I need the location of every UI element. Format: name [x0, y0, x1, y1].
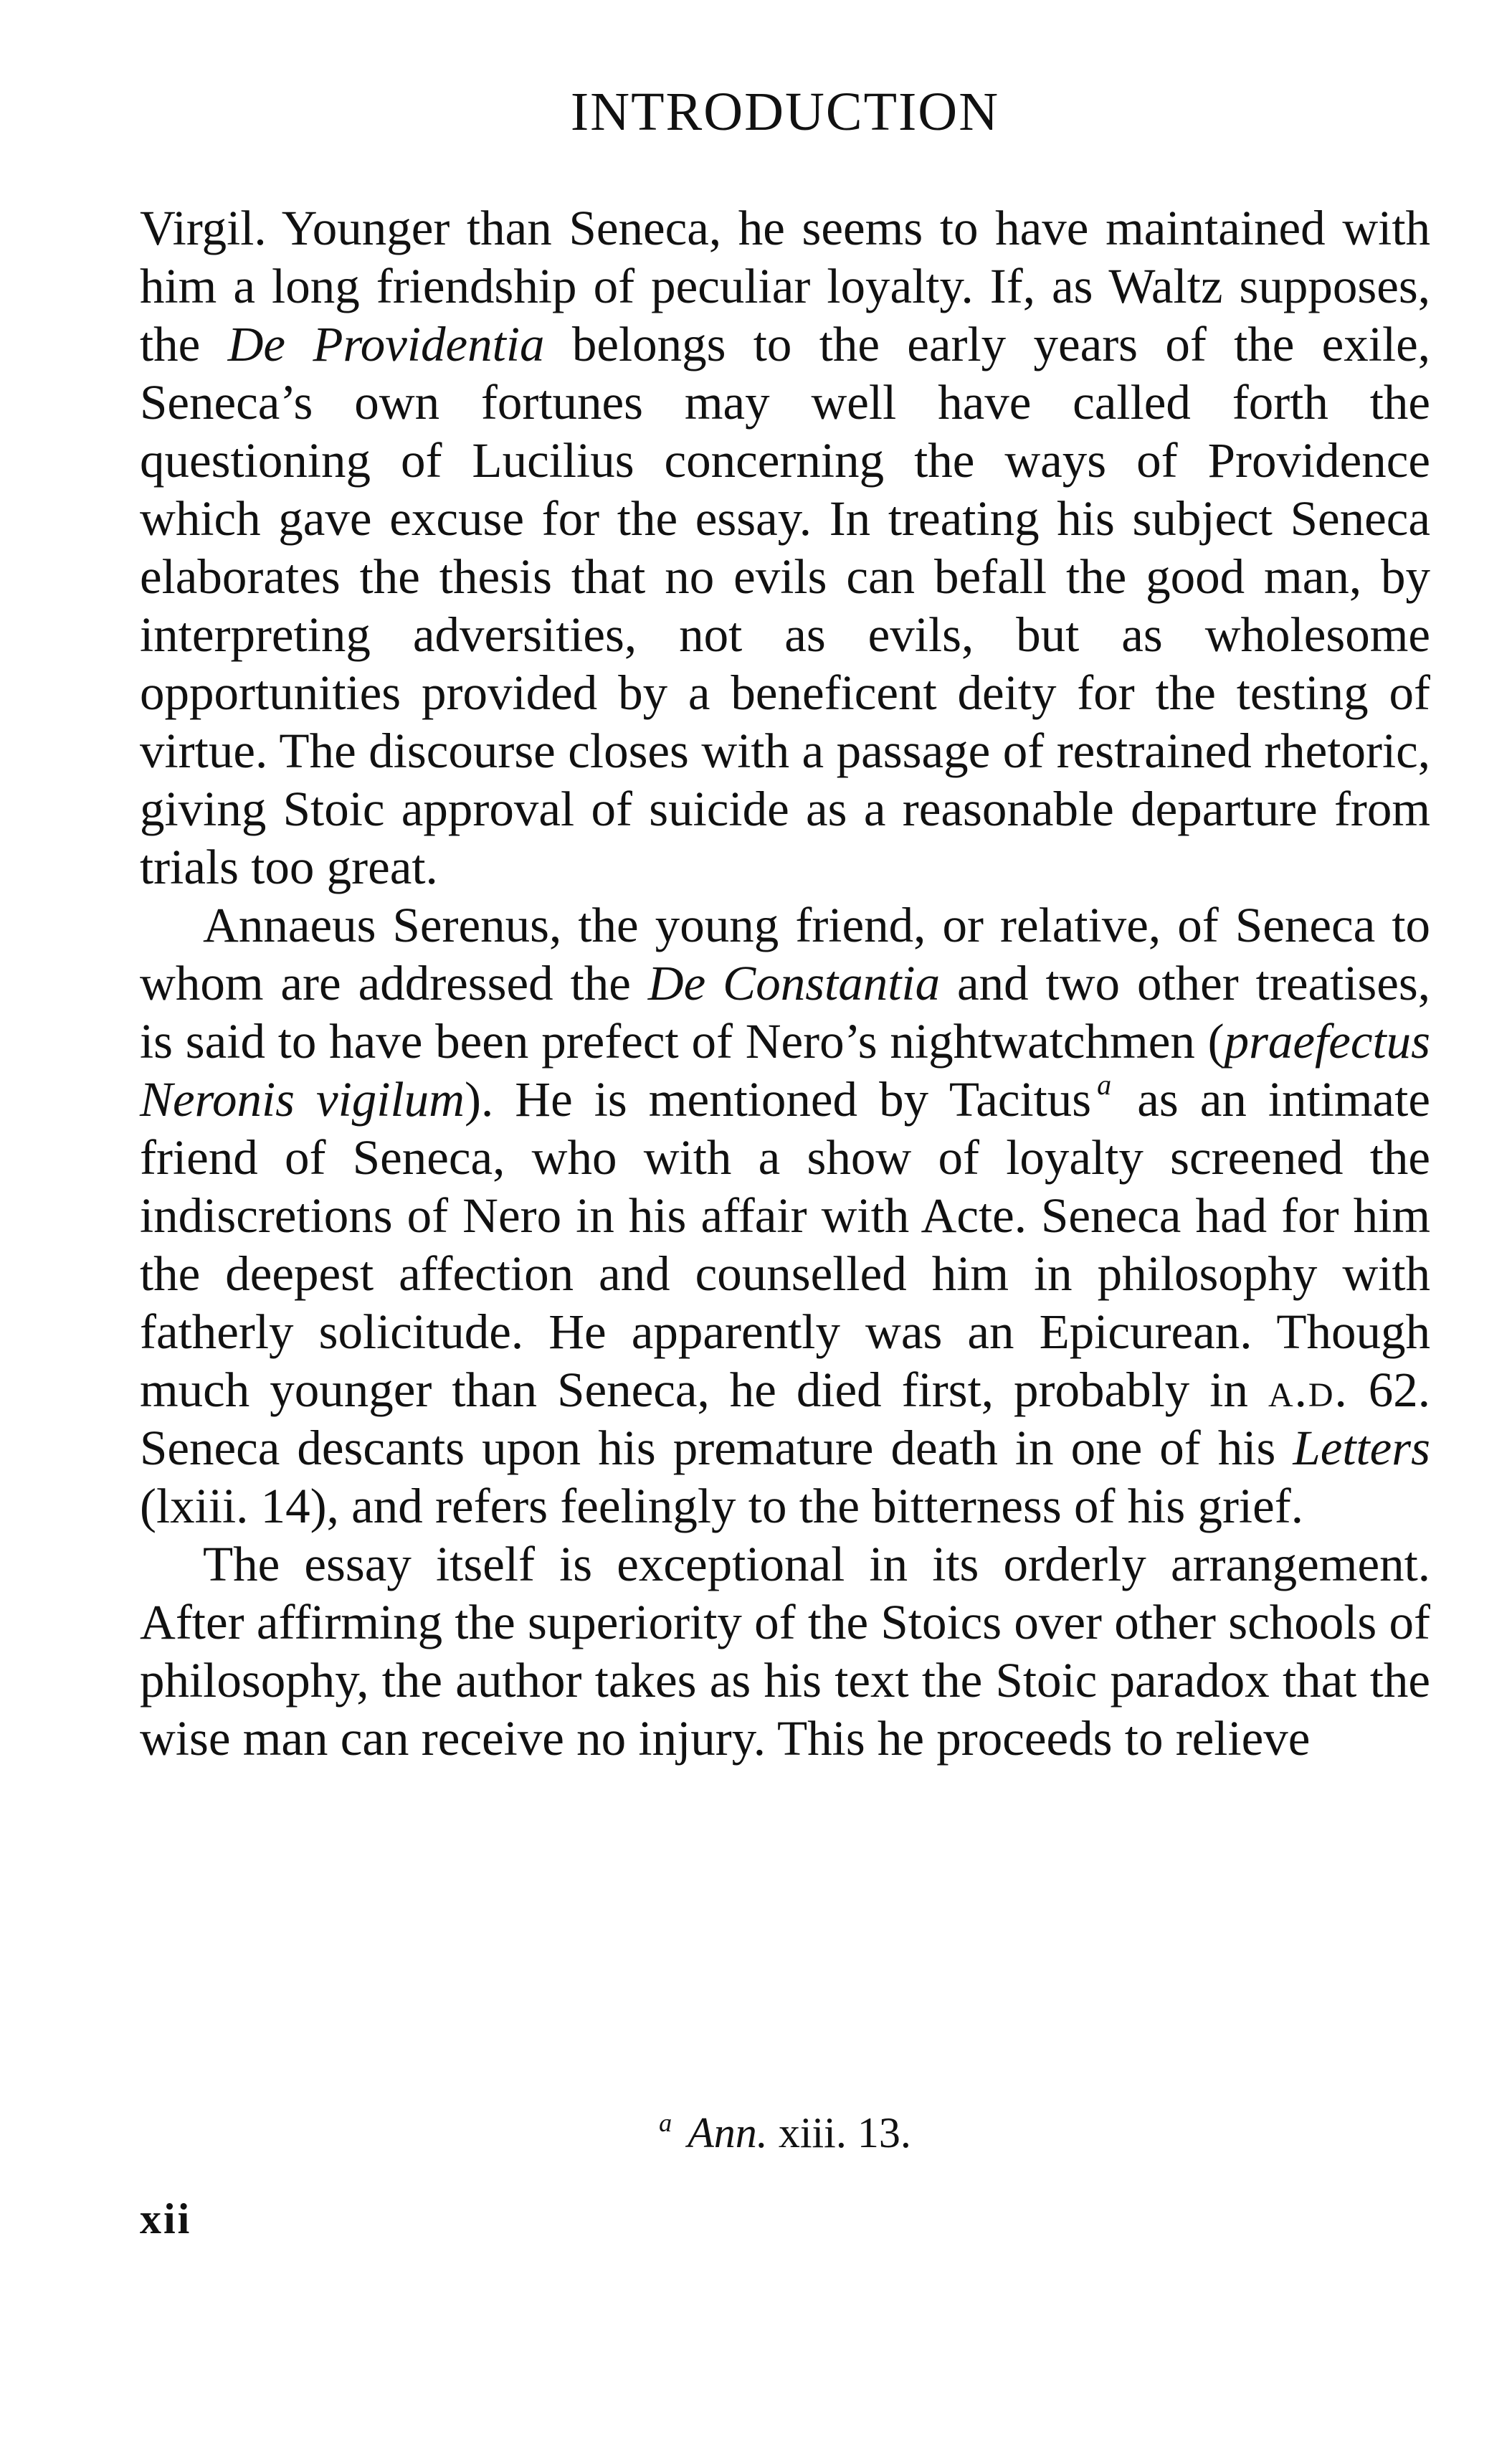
page-number: xii [140, 2195, 192, 2243]
p1-text-a: Virgil. Younger than Seneca, he seems to have maintained with him a long friendship of peculiar loyalty. If, as Waltz supposes, the [140, 201, 1430, 371]
p2-text-a: Annaeus Serenus, the young friend, or relative, of Seneca to whom are addressed the [140, 898, 1430, 1010]
p2-title-letters: Letters [1293, 1421, 1430, 1475]
p2-text-c: ). He is mentioned by Tacitus [464, 1072, 1092, 1127]
footnote-work: Ann. [688, 2109, 768, 2156]
p2-title-de-constantia: De Constantia [647, 956, 941, 1010]
p1-text-b: belongs to the early years of the exile, Seneca’s own fortunes may well have called forth the questioning of Lucilius concerning the ways of Providence which gave excuse for the essay. In treating his subject Seneca elaborates the thesis that no evils can befall the good man, by interpreting adversities, not as evils, but as wholesome opportunities provided by a beneficent deity for the testing of virtue. The discourse closes with a passage of restrained rhetoric, giving Stoic approval of suicide as a reasonable departure from trials too great. [140, 317, 1430, 894]
p2-text-e: 62. Seneca descants upon his premature death in one of his [140, 1363, 1430, 1475]
body-text [140, 199, 1430, 1768]
p2-latin-phrase: praefectus Neronis vigilum [140, 1014, 1430, 1127]
paragraph-2 [140, 896, 1430, 1535]
paragraph-3 [140, 1535, 1430, 1768]
p2-text-b: and two other treatises, is said to have been prefect of Nero’s nightwatchmen ( [140, 956, 1431, 1069]
book-page [140, 0, 1430, 2439]
p3-text: The essay itself is exceptional in its orderly arrangement. After affirming the superiority of the Stoics over other schools of philosophy, the author takes as his text the Stoic paradox that the wise man can receive no injury. This he proceeds to relieve [140, 1537, 1430, 1766]
footnote-reference-marker: a [1097, 1069, 1112, 1101]
p2-era-abbreviation: a.d. [1268, 1363, 1349, 1417]
paragraph-1 [140, 199, 1430, 896]
p2-text-d: as an intimate friend of Seneca, who with a show of loyalty screened the indiscretions of Nero in his affair with Acte. Seneca had for him the deepest affection and counselled him in philosophy with fatherly solicitude. He apparently was an Epicurean. Though much younger than Seneca, he died first, probably in [140, 1072, 1430, 1417]
footnote-reference: xiii. 13. [778, 2109, 911, 2156]
running-head: INTRODUCTION [570, 82, 1000, 142]
footnote [140, 2110, 1430, 2154]
footnote-marker: a [659, 2108, 672, 2137]
p2-text-f: (lxiii. 14), and refers feelingly to the bitterness of his grief. [140, 1479, 1303, 1533]
p1-title-de-providentia: De Providentia [227, 317, 545, 371]
